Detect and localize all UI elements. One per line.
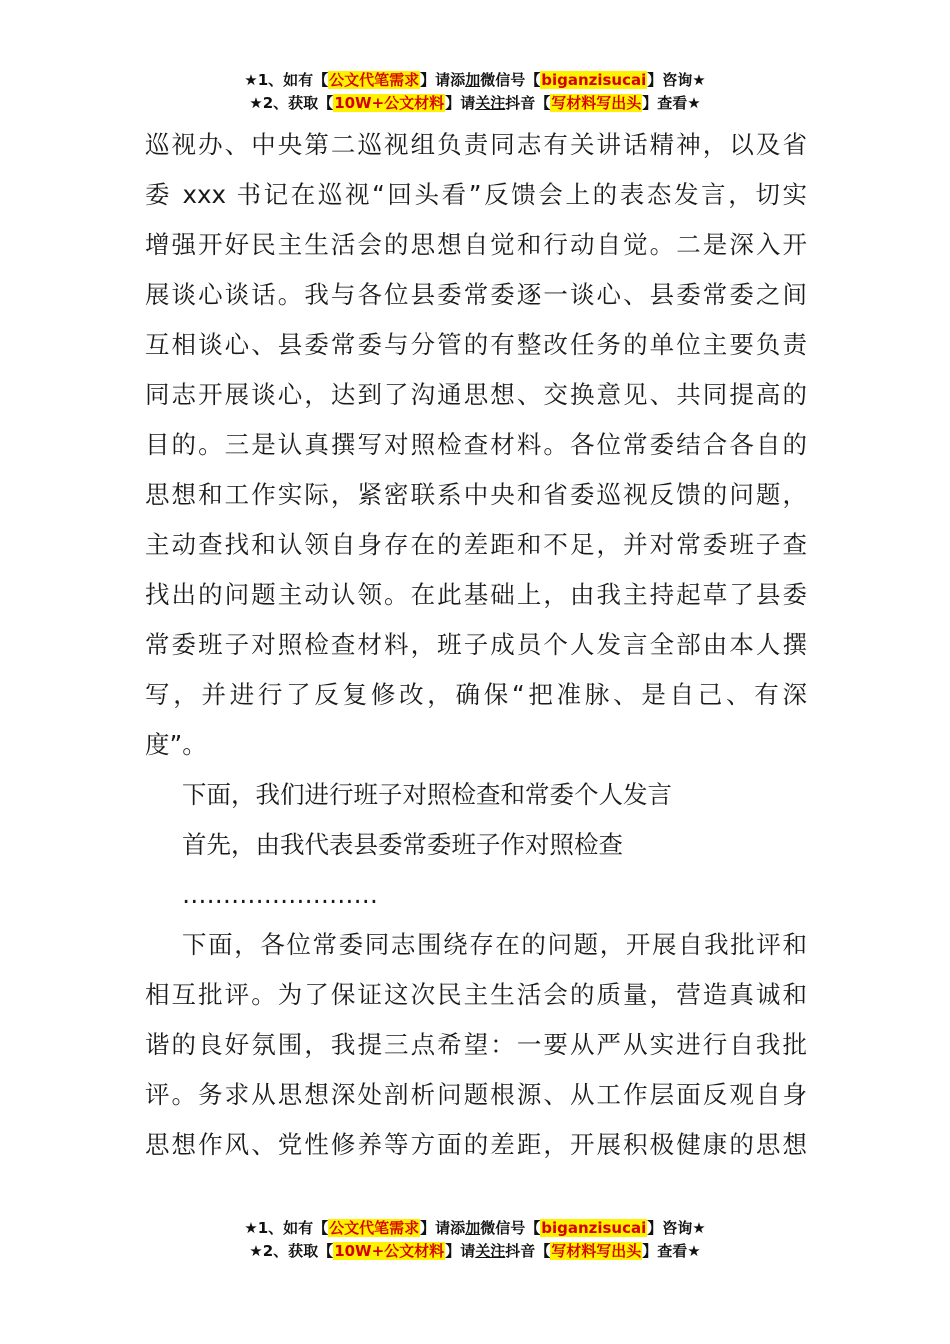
text-line: 目的。三是认真撰写对照检查材料。各位常委结合各自的 [145, 430, 807, 459]
paragraph-line: 下面，我们进行班子对照检查和常委个人发言 [182, 780, 672, 809]
text-line: 委 xxx 书记在巡视“回头看”反馈会上的表态发言，切实 [145, 180, 807, 209]
highlight-materials: 10W+公文材料 [334, 94, 445, 112]
highlight-materials: 10W+公文材料 [334, 1242, 445, 1260]
text-line: 相互批评。为了保证这次民主生活会的质量，营造真诚和 [145, 980, 807, 1009]
banner-line-1: ★1、如有【公文代笔需求】请添加微信号【biganzisucai】咨询★ [244, 71, 706, 89]
banner-line-2: ★2、获取【10W+公文材料】请关注抖音【写材料写出头】查看★ [249, 94, 701, 112]
highlight-ghostwriting: 公文代笔需求 [329, 1219, 420, 1237]
document-body [145, 120, 807, 1170]
highlight-douyin: 写材料写出头 [551, 1242, 642, 1260]
banner-line-2: ★2、获取【10W+公文材料】请关注抖音【写材料写出头】查看★ [249, 1242, 701, 1260]
text-line: 找出的问题主动认领。在此基础上，由我主持起草了县委 [145, 580, 807, 609]
highlight-wechat-id: biganzisucai [541, 71, 647, 89]
highlight-douyin: 写材料写出头 [551, 94, 642, 112]
text-line: 互相谈心、县委常委与分管的有整改任务的单位主要负责 [145, 330, 807, 359]
ellipsis-line: …………………… [182, 880, 378, 909]
top-banner [0, 69, 950, 115]
text-line: 常委班子对照检查材料，班子成员个人发言全部由本人撰 [145, 630, 807, 659]
highlight-wechat-id: biganzisucai [541, 1219, 647, 1237]
text-line: 思想作风、党性修养等方面的差距，开展积极健康的思想 [145, 1130, 807, 1159]
text-line: 写，并进行了反复修改，确保“把准脉、是自己、有深 [145, 680, 807, 709]
text-line: 主动查找和认领自身存在的差距和不足，并对常委班子查 [145, 530, 807, 559]
bottom-banner [0, 1217, 950, 1263]
text-line: 巡视办、中央第二巡视组负责同志有关讲话精神，以及省 [145, 130, 807, 159]
text-line: 同志开展谈心，达到了沟通思想、交换意见、共同提高的 [145, 380, 807, 409]
text-line: 展谈心谈话。我与各位县委常委逐一谈心、县委常委之间 [145, 280, 807, 309]
paragraph-line: 首先，由我代表县委常委班子作对照检查 [182, 830, 623, 859]
paragraph-line: 下面，各位常委同志围绕存在的问题，开展自我批评和 [182, 930, 807, 959]
text-line: 增强开好民主生活会的思想自觉和行动自觉。二是深入开 [145, 230, 807, 259]
banner-line-1: ★1、如有【公文代笔需求】请添加微信号【biganzisucai】咨询★ [244, 1219, 706, 1237]
text-line: 评。务求从思想深处剖析问题根源、从工作层面反观自身 [145, 1080, 807, 1109]
highlight-ghostwriting: 公文代笔需求 [329, 71, 420, 89]
text-line: 谐的良好氛围，我提三点希望：一要从严从实进行自我批 [145, 1030, 807, 1059]
text-line: 度”。 [145, 730, 207, 759]
text-line: 思想和工作实际，紧密联系中央和省委巡视反馈的问题， [145, 480, 807, 509]
